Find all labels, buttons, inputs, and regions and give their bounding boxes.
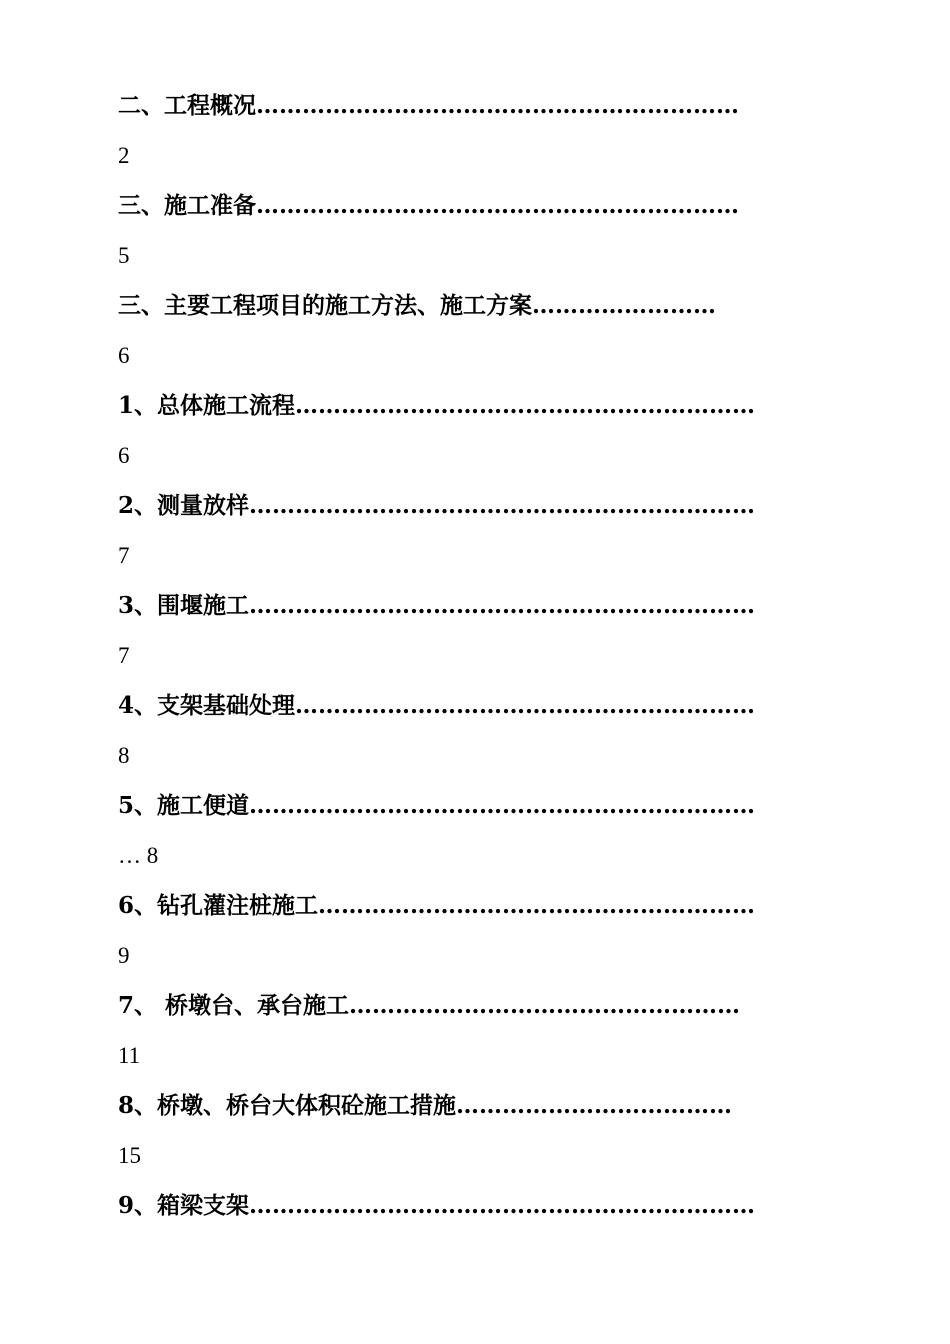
toc-page-number: 6 xyxy=(118,343,130,368)
toc-page-number: 7 xyxy=(118,643,130,668)
toc-page-number: 15 xyxy=(118,1143,141,1168)
toc-page-number: 8 xyxy=(118,743,130,768)
toc-page-number: 7 xyxy=(118,543,130,568)
toc-page-number: 11 xyxy=(118,1043,141,1068)
toc-entry-surveying: 2、测量放样………………………………………………………… xyxy=(118,493,756,518)
toc-page-number: 2 xyxy=(118,143,130,168)
toc-entry-cofferdam: 3、围堰施工………………………………………………………… xyxy=(118,593,756,618)
toc-entry-overall-flow: 1、总体施工流程…………………………………………………… xyxy=(118,393,756,418)
toc-entry-piers-caps: 7、 桥墩台、承台施工…………………………………………… xyxy=(118,993,741,1018)
toc-page-number: 5 xyxy=(118,243,130,268)
toc-entry-mass-concrete: 8、桥墩、桥台大体积砼施工措施……………………………… xyxy=(118,1093,733,1118)
toc-entry-bored-piles: 6、钻孔灌注桩施工………………………………………………… xyxy=(118,893,756,918)
toc-entry-engineering-overview: 二、工程概况……………………………………………………… xyxy=(118,93,739,118)
toc-page-number: … 8 xyxy=(118,843,159,868)
toc-page-number: 6 xyxy=(118,443,130,468)
toc-entry-access-road: 5、施工便道………………………………………………………… xyxy=(118,793,756,818)
toc-entry-box-girder-support: 9、箱梁支架………………………………………………………… xyxy=(118,1193,756,1218)
toc-entry-construction-methods: 三、主要工程项目的施工方法、施工方案…………………… xyxy=(118,293,716,318)
toc-entry-support-foundation: 4、支架基础处理…………………………………………………… xyxy=(118,693,756,718)
toc-page-number: 9 xyxy=(118,943,130,968)
table-of-contents xyxy=(118,93,838,1243)
toc-entry-construction-preparation: 三、施工准备……………………………………………………… xyxy=(118,193,739,218)
